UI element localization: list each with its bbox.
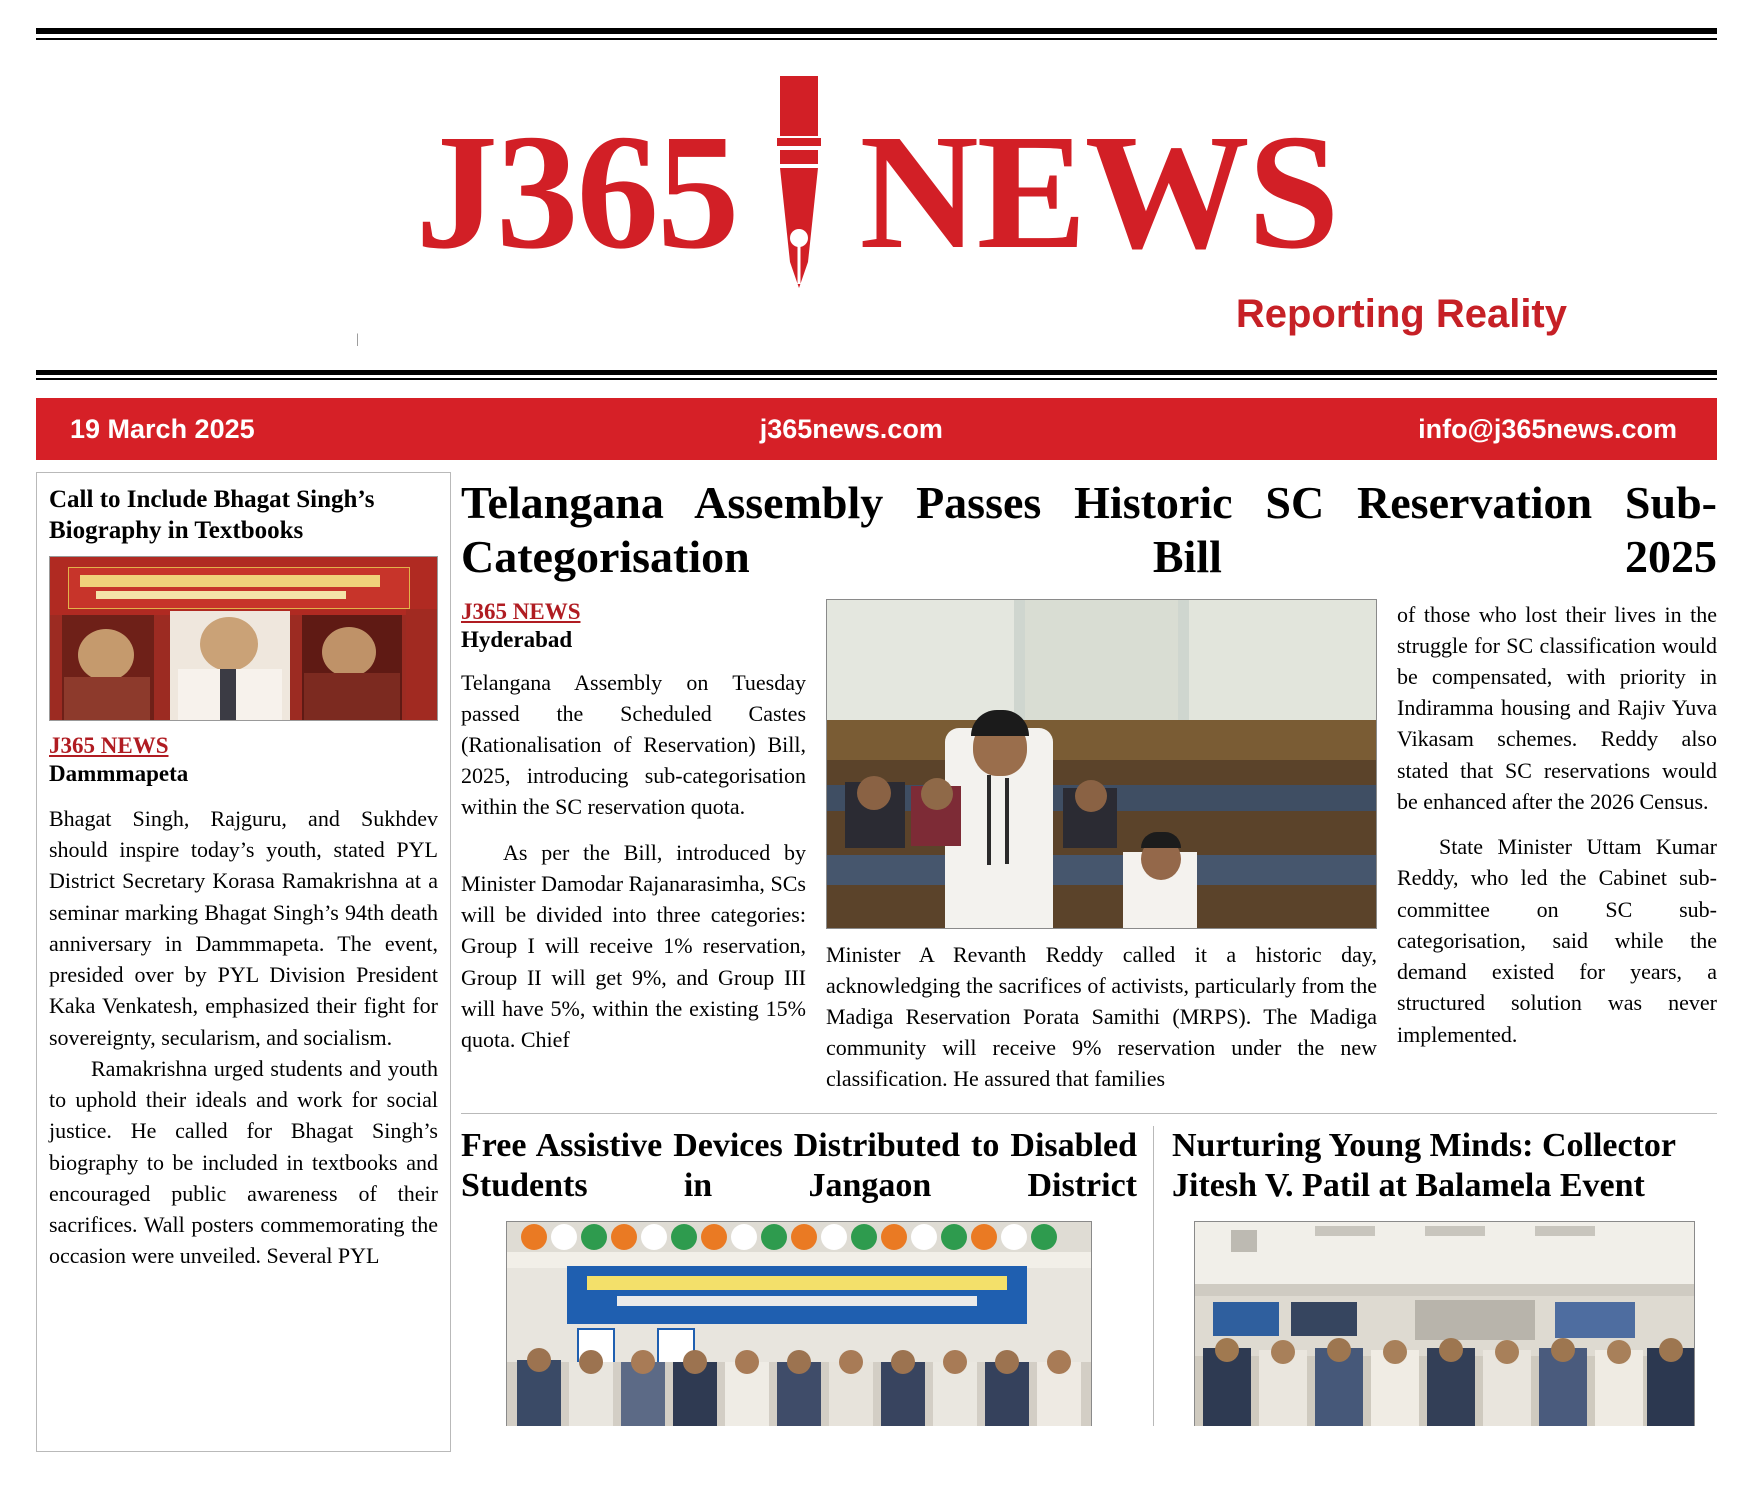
masthead xyxy=(36,40,1717,360)
issue-date: 19 March 2025 xyxy=(70,413,255,444)
lead-paragraph-1: Telangana Assembly on Tuesday passed the Scheduled Castes (Rationalisation of Reservation) Bill, 2025, introducing sub-categorisation within the SC reservation quota. xyxy=(461,669,806,820)
balamela-photo xyxy=(1194,1221,1695,1425)
info-bar xyxy=(36,398,1717,460)
lead-byline: J365 NEWS xyxy=(461,598,581,624)
tagline: Reporting Reality xyxy=(1235,292,1567,336)
lead-paragraph-3: of those who lost their lives in the struggle for SC classification would be compensated, with priority in Indiramma housing and Rajiv Yuva Vikasam schemes. Reddy also stated that SC reservations would be enhanced after the 2026 Census. xyxy=(1397,601,1717,814)
assembly-photo xyxy=(826,599,1377,929)
lead-column-3-body xyxy=(1397,599,1717,1050)
bottom-stories xyxy=(461,1113,1717,1426)
sidebar-paragraph-1: Bhagat Singh, Rajguru, and Sukhdev should inspire today’s youth, stated PYL District Secretary Korasa Ramakrishna at a seminar marking Bhagat Singh’s 94th death anniversary in Dammmapeta. The event, presided over by PYL Division President Kaka Venkatesh, emphasized their fight for sovereignty, secularism, and socialism. xyxy=(49,806,438,1050)
sidebar-headline: Call to Include Bhagat Singh’s Biography in Textbooks xyxy=(49,486,375,544)
seminar-photo xyxy=(49,556,438,721)
logo-row xyxy=(36,40,1717,316)
content-area xyxy=(36,472,1717,1452)
email-link[interactable]: info@j365news.com xyxy=(1418,413,1677,444)
lead-column-1 xyxy=(461,599,806,1099)
website-link[interactable]: j365news.com xyxy=(759,413,943,444)
logo-text-left: J365 xyxy=(415,99,738,283)
bottom-story-1-headline: Free Assistive Devices Distributed to Disabled Students in Jangaon District xyxy=(461,1126,1137,1205)
lead-story-columns xyxy=(461,599,1717,1099)
pen-nib-icon xyxy=(764,76,834,306)
logo-text-right: NEWS xyxy=(859,99,1338,283)
sidebar-story xyxy=(36,472,451,1452)
lead-column-3 xyxy=(1397,599,1717,1099)
main-stories xyxy=(461,472,1717,1452)
lead-paragraph-4: State Minister Uttam Kumar Reddy, who led the Cabinet sub-committee on SC sub-categorisation, said while the demand existed for years, a structured solution was never implemented. xyxy=(1397,834,1717,1047)
masthead-top-rule xyxy=(36,28,1717,40)
sidebar-byline: J365 NEWS xyxy=(49,733,169,758)
pen-mark: | xyxy=(356,332,359,347)
sidebar-dateline: Dammmapeta xyxy=(49,761,189,786)
masthead-bottom-rule xyxy=(36,370,1717,380)
lead-headline: Telangana Assembly Passes Historic SC Reservation Sub-Categorisation Bill 2025 xyxy=(461,477,1717,583)
bottom-story-1 xyxy=(461,1126,1154,1426)
lead-column-1-body xyxy=(461,667,806,1056)
bottom-story-2-headline: Nurturing Young Minds: Collector Jitesh V. Patil at Balamela Event xyxy=(1172,1126,1676,1205)
lead-column-2 xyxy=(826,599,1377,1099)
bottom-story-2 xyxy=(1154,1126,1717,1426)
sidebar-paragraph-2: Ramakrishna urged students and youth to uphold their ideals and work for social justice. He called for Bhagat Singh’s biography to be included in textbooks and encouraged public awareness of their sacrifices. Wall posters commemorating the occasion were unveiled. Several PYL xyxy=(49,1055,438,1269)
lead-paragraph-2: As per the Bill, introduced by Minister Damodar Rajanarasimha, SCs will be divided into three categories: Group I will receive 1% reservation, Group II will get 9%, and Group III will have 5%, within the existing 15% quota. Chief xyxy=(461,839,806,1053)
newspaper-page xyxy=(0,28,1753,1491)
assistive-devices-photo xyxy=(506,1221,1092,1425)
lead-dateline: Hyderabad xyxy=(461,626,573,652)
sidebar-body xyxy=(49,803,438,1272)
lead-photo-caption: Minister A Revanth Reddy called it a historic day, acknowledging the sacrifices of activists, particularly from the Madiga Reservation Porata Samithi (MRPS). The Madiga community will receive 9% reservation under the new classification. He assured that families xyxy=(826,941,1377,1092)
